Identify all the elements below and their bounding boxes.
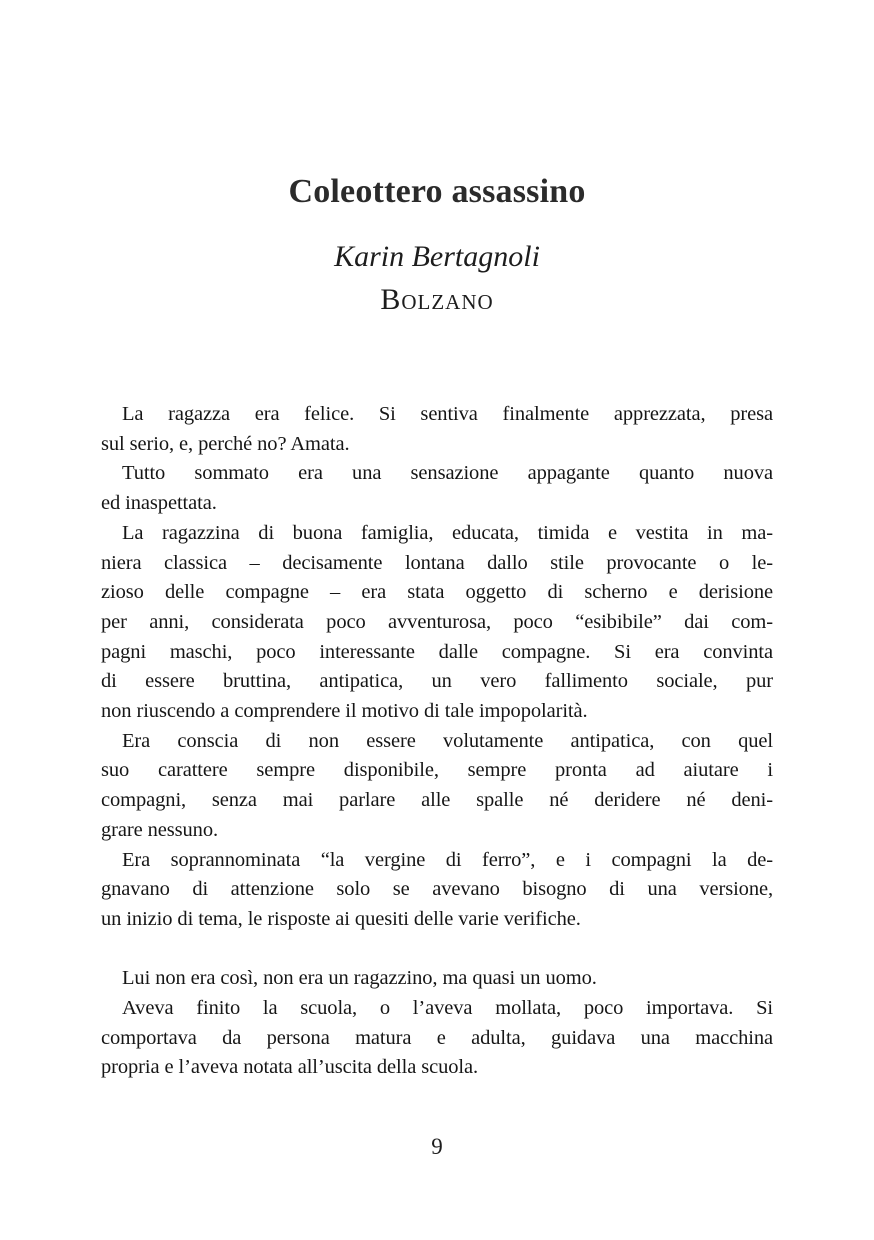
text-line: Lui non era così, non era un ragazzino, ma quasi un uomo. [122,967,597,990]
paragraph [101,727,773,846]
author-name: Karin Bertagnoli [334,240,540,273]
page-number: 9 [431,1134,443,1159]
chapter-title: Coleottero assassino [288,173,586,210]
text-line: sul serio, e, perché no? Amata. [101,432,350,455]
text-line: un inizio di tema, le risposte ai quesiti delle varie verifiche. [101,907,581,930]
paragraph [101,964,773,994]
text-line: La ragazza era felice. Si sentiva finalmente apprezzata, presa [122,403,773,425]
text-line: Era soprannominata “la vergine di ferro”, e i compagni la de- [122,848,773,871]
text-line: La ragazzina di buona famiglia, educata, timida e vestita in ma- [122,521,773,544]
text-line: propria e l’aveva notata all’uscita della scuola. [101,1056,479,1079]
paragraph [101,846,773,935]
text-line: per anni, considerata poco avventurosa, poco “esibibile” dai com- [101,610,773,633]
body-text [101,400,773,1083]
text-line: comportava da persona matura e adulta, guidava una macchina [101,1026,773,1049]
paragraph [101,400,773,459]
paragraph [101,519,773,727]
text-line: di essere bruttina, antipatica, un vero fallimento sociale, pur [101,670,773,693]
text-line: zioso delle compagne – era stata oggetto di scherno e derisione [101,581,773,604]
text-line: ed inaspettata. [101,492,217,515]
text-line: niera classica – decisamente lontana dallo stile provocante o le- [101,551,773,574]
location-name: Bolzano [380,283,494,316]
text-line: grare nessuno. [101,818,219,841]
text-line: gnavano di attenzione solo se avevano bisogno di una versione, [101,878,773,901]
text-line: non riuscendo a comprendere il motivo di tale impopolarità. [101,700,588,723]
text-line: Era conscia di non essere volutamente antipatica, con quel [122,729,773,752]
text-line: Aveva finito la scuola, o l’aveva mollata, poco importava. Si [122,997,773,1020]
text-line: suo carattere sempre disponibile, sempre pronta ad aiutare i [101,759,773,782]
paragraph [101,459,773,518]
text-line: pagni maschi, poco interessante dalle compagne. Si era convinta [101,640,773,663]
text-line: Tutto sommato era una sensazione appagante quanto nuova [122,462,773,485]
paragraph [101,994,773,1083]
text-line: compagni, senza mai parlare alle spalle né deridere né deni- [101,789,773,812]
